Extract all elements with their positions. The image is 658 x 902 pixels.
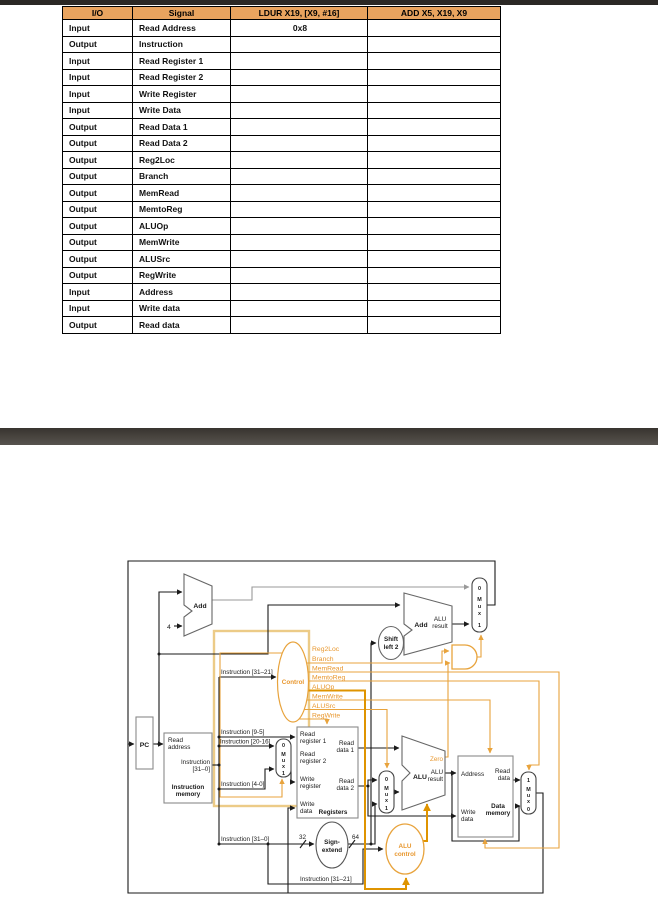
sign-extend — [316, 822, 348, 868]
cell-signal: Address — [133, 284, 231, 301]
table-row — [63, 168, 501, 185]
cell-ldur — [231, 152, 368, 169]
mux-x: x — [478, 611, 481, 617]
shift-label2: left 2 — [383, 644, 399, 651]
alu-result1: ALU — [430, 769, 443, 776]
cell-add — [368, 119, 501, 136]
cell-signal: Read Register 2 — [133, 69, 231, 86]
cell-signal: Read data — [133, 317, 231, 334]
mux-u: u — [477, 604, 482, 610]
signal-alusrc: ALUSrc — [312, 703, 336, 710]
cell-io: Output — [63, 234, 133, 251]
col-header-add: ADD X5, X19, X9 — [368, 7, 501, 20]
cell-signal: Write Data — [133, 102, 231, 119]
alucontrol-2: control — [394, 851, 416, 858]
cell-ldur — [231, 69, 368, 86]
cell-signal: MemtoReg — [133, 201, 231, 218]
cell-add — [368, 168, 501, 185]
cell-io: Input — [63, 20, 133, 37]
cell-ldur — [231, 168, 368, 185]
cell-io: Input — [63, 53, 133, 70]
constant-4-label: 4 — [167, 624, 171, 631]
mux-M: M — [477, 597, 482, 603]
cell-add — [368, 234, 501, 251]
imem-name1: Instruction — [171, 784, 205, 791]
adder-branch-result-label: ALU — [433, 616, 447, 623]
dmem-wd1: Write — [461, 809, 476, 816]
signal-regwrite: RegWrite — [312, 712, 341, 720]
cell-add — [368, 284, 501, 301]
cell-signal: Instruction — [133, 36, 231, 53]
cell-add — [368, 102, 501, 119]
dmem-name2: memory — [485, 810, 511, 817]
cell-add — [368, 36, 501, 53]
reg-rr1a: Read — [300, 731, 316, 738]
cell-ldur — [231, 234, 368, 251]
dmem-name1: Data — [491, 803, 505, 810]
cell-io: Output — [63, 267, 133, 284]
mux-1: 1 — [385, 806, 388, 812]
mux-x: x — [385, 798, 388, 804]
alu-unit — [402, 736, 445, 810]
dmem-address: Address — [461, 771, 485, 778]
datapath-diagram — [0, 550, 658, 902]
signal-memtoreg: MemtoReg — [312, 674, 346, 682]
reg-wdb: data — [300, 808, 313, 815]
cell-add — [368, 86, 501, 103]
cell-io: Input — [63, 300, 133, 317]
cell-signal: RegWrite — [133, 267, 231, 284]
cell-signal: Reg2Loc — [133, 152, 231, 169]
cell-ldur: 0x8 — [231, 20, 368, 37]
cell-signal: Read Register 1 — [133, 53, 231, 70]
cell-ldur — [231, 218, 368, 235]
signal-memread: MemRead — [312, 665, 344, 673]
label-instr-20-16: Instruction [20-16] — [220, 738, 271, 746]
reg-wra: Write — [300, 776, 315, 783]
mux-1: 1 — [478, 623, 481, 629]
cell-signal: Write data — [133, 300, 231, 317]
bus-width-64: 64 — [352, 834, 360, 841]
mux-1: 1 — [282, 771, 285, 777]
top-edge-bar — [0, 0, 658, 5]
cell-add — [368, 267, 501, 284]
cell-ldur — [231, 267, 368, 284]
table-row — [63, 267, 501, 284]
mux-1: 1 — [527, 778, 530, 784]
imem-readaddr1: Read — [168, 737, 184, 744]
pc-plus4-wire — [212, 587, 469, 600]
imem-instr2: [31–0] — [192, 766, 210, 773]
cell-io: Input — [63, 86, 133, 103]
cell-io: Input — [63, 102, 133, 119]
dmem-rd1: Read — [494, 768, 510, 775]
cell-signal: ALUOp — [133, 218, 231, 235]
cell-signal: Read Data 1 — [133, 119, 231, 136]
mux-M: M — [281, 752, 286, 758]
cell-io: Input — [63, 284, 133, 301]
signal-reg2loc: Reg2Loc — [312, 646, 340, 653]
table-header-row — [63, 7, 501, 20]
label-instr-4-0: Instruction [4-0] — [221, 781, 265, 788]
control-label: Control — [281, 679, 305, 686]
table-row — [63, 218, 501, 235]
table-row — [63, 201, 501, 218]
registers-name: Registers — [318, 809, 348, 816]
alu-result2: result — [427, 776, 443, 783]
table-row — [63, 102, 501, 119]
mux-0: 0 — [478, 586, 481, 592]
cell-add — [368, 69, 501, 86]
cell-io: Output — [63, 152, 133, 169]
cell-add — [368, 218, 501, 235]
cell-ldur — [231, 317, 368, 334]
cell-signal: MemWrite — [133, 234, 231, 251]
table-row — [63, 20, 501, 37]
signal-memwrite: MemWrite — [312, 693, 343, 701]
cell-signal: Branch — [133, 168, 231, 185]
col-header-signal: Signal — [133, 7, 231, 20]
label-instr-31-21: Instruction [31–21] — [221, 669, 273, 676]
alusrc-mux — [379, 771, 394, 813]
cell-io: Output — [63, 251, 133, 268]
bus-width-32: 32 — [299, 834, 307, 841]
imem-instr1: Instruction — [180, 759, 210, 766]
table-row — [63, 185, 501, 202]
instruction-memory — [164, 733, 212, 803]
table-row — [63, 317, 501, 334]
imem-name2: memory — [175, 791, 201, 798]
adder-pc4-label: Add — [193, 603, 207, 610]
mux-u: u — [281, 758, 286, 764]
cell-ldur — [231, 185, 368, 202]
reg-rd1b: data 1 — [336, 747, 354, 754]
cell-add — [368, 300, 501, 317]
cell-signal: ALUSrc — [133, 251, 231, 268]
adder-pc4 — [184, 574, 212, 636]
mux-0: 0 — [282, 743, 285, 749]
dmem-rd2: data — [497, 775, 510, 782]
alu-label: ALU — [413, 774, 427, 781]
alu-control — [386, 824, 424, 874]
io-signal-table — [62, 6, 501, 334]
dmem-wd2: data — [461, 816, 474, 823]
cell-add — [368, 317, 501, 334]
cell-io: Input — [63, 69, 133, 86]
adder-branch — [404, 593, 452, 655]
control-unit — [278, 642, 309, 722]
mux-0: 0 — [527, 807, 530, 813]
table-row — [63, 234, 501, 251]
signext-1: Sign- — [324, 839, 340, 846]
table-row — [63, 119, 501, 136]
reg-rd1a: Read — [338, 740, 354, 747]
write-reg-mux — [276, 739, 291, 777]
reg-rr2a: Read — [300, 751, 316, 758]
mux-x: x — [527, 799, 530, 805]
control-signal-labels — [312, 646, 345, 720]
reg-rr2b: register 2 — [300, 758, 327, 765]
cell-ldur — [231, 53, 368, 70]
reg-rd2b: data 2 — [336, 785, 354, 792]
cell-io: Output — [63, 36, 133, 53]
pc-register — [136, 717, 153, 769]
imem-readaddr2: address — [168, 744, 191, 751]
cell-signal: MemRead — [133, 185, 231, 202]
pc-src-mux — [472, 578, 487, 632]
shift-label1: Shift — [384, 636, 398, 643]
cell-signal: Write Register — [133, 86, 231, 103]
pc-label: PC — [139, 742, 150, 749]
table-row — [63, 251, 501, 268]
table-row — [63, 69, 501, 86]
table-row — [63, 36, 501, 53]
label-instr-31-0: Instruction [31–0] — [221, 836, 270, 843]
table-row — [63, 284, 501, 301]
cell-add — [368, 135, 501, 152]
cell-ldur — [231, 119, 368, 136]
table-row — [63, 86, 501, 103]
reg-wrb: register — [300, 783, 321, 790]
data-memory — [458, 756, 513, 837]
cell-add — [368, 201, 501, 218]
table-row — [63, 53, 501, 70]
registers-unit — [297, 727, 358, 818]
signal-branch: Branch — [312, 656, 334, 663]
reg-rr1b: register 1 — [300, 738, 327, 745]
mux-u: u — [384, 792, 389, 798]
mux-M: M — [384, 786, 389, 792]
cell-io: Output — [63, 218, 133, 235]
reg-rd2a: Read — [338, 778, 354, 785]
adder-branch-result-label2: result — [432, 623, 448, 630]
cell-io: Output — [63, 135, 133, 152]
signext-2: extend — [321, 847, 343, 854]
and-gate — [452, 645, 477, 669]
cell-ldur — [231, 251, 368, 268]
cell-add — [368, 53, 501, 70]
cell-signal: Read Data 2 — [133, 135, 231, 152]
cell-ldur — [231, 300, 368, 317]
cell-signal: Read Address — [133, 20, 231, 37]
adder-branch-label: Add — [414, 622, 428, 629]
table-row — [63, 300, 501, 317]
alucontrol-1: ALU — [398, 843, 412, 850]
col-header-io: I/O — [63, 7, 133, 20]
col-header-ldur: LDUR X19, [X9, #16] — [231, 7, 368, 20]
reg-wda: Write — [300, 801, 315, 808]
cell-io: Output — [63, 317, 133, 334]
cell-io: Output — [63, 168, 133, 185]
cell-ldur — [231, 284, 368, 301]
cell-io: Output — [63, 119, 133, 136]
signal-aluop: ALUOp — [312, 684, 335, 691]
page-break-divider — [0, 428, 658, 445]
cell-ldur — [231, 36, 368, 53]
cell-add — [368, 251, 501, 268]
mux-M: M — [526, 787, 531, 793]
cell-add — [368, 152, 501, 169]
alu-zero-label: Zero — [430, 756, 443, 763]
table-row — [63, 152, 501, 169]
label-instr-31-21-bottom: Instruction [31–21] — [300, 876, 352, 883]
cell-ldur — [231, 201, 368, 218]
cell-ldur — [231, 102, 368, 119]
cell-add — [368, 185, 501, 202]
table-row — [63, 135, 501, 152]
cell-ldur — [231, 135, 368, 152]
cell-add — [368, 20, 501, 37]
io-table-body — [63, 20, 501, 334]
writeback-mux — [521, 772, 536, 814]
cell-ldur — [231, 86, 368, 103]
cell-io: Output — [63, 201, 133, 218]
cell-io: Output — [63, 185, 133, 202]
mux-x: x — [282, 764, 285, 770]
mux-0: 0 — [385, 777, 388, 783]
shift-left-2 — [379, 627, 404, 660]
mux-u: u — [526, 793, 531, 799]
label-instr-9-5: Instruction [9-5] — [221, 729, 265, 736]
